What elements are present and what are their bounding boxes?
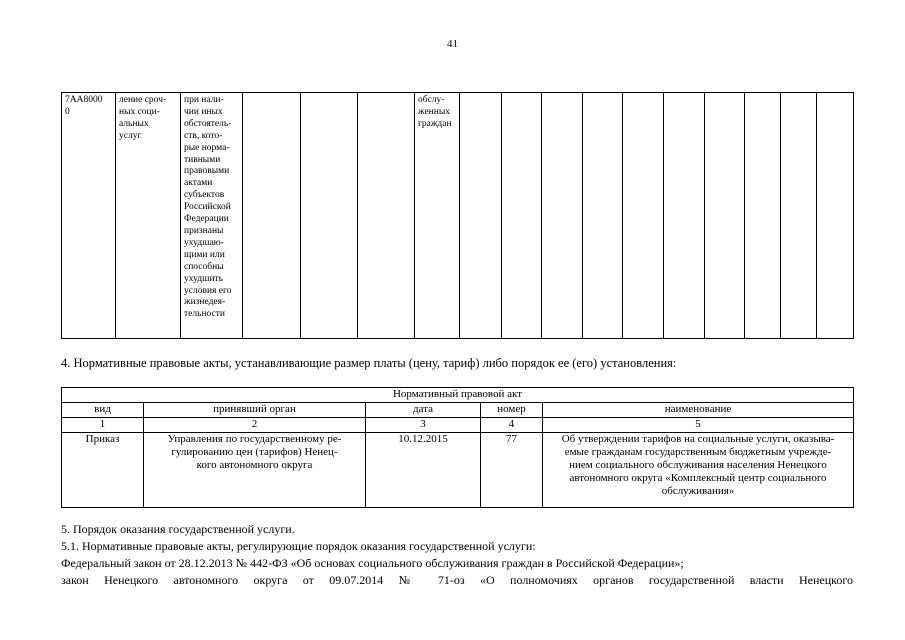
- column-number: 2: [144, 418, 366, 433]
- cell-empty: [358, 93, 415, 339]
- cell-registry-code: 7АА8000 0: [62, 93, 116, 339]
- cell-empty: [664, 93, 705, 339]
- header-number: номер: [481, 403, 543, 418]
- column-number: 4: [481, 418, 543, 433]
- cell-empty: [243, 93, 301, 339]
- cell-empty: [623, 93, 664, 339]
- normative-acts-table: [61, 387, 854, 508]
- continuation-table: [61, 92, 854, 339]
- column-number: 5: [543, 418, 854, 433]
- cell-empty: [301, 93, 358, 339]
- federal-law-line: Федеральный закон от 28.12.2013 № 442-ФЗ «Об основах социального обслуживания граждан в Российской Федерации»;: [61, 556, 684, 570]
- header-date: дата: [366, 403, 481, 418]
- cell-empty: [781, 93, 817, 339]
- cell-empty: [460, 93, 502, 339]
- column-number: 3: [366, 418, 481, 433]
- cell-empty: [817, 93, 854, 339]
- page-number: 41: [447, 38, 458, 50]
- cell-empty: [542, 93, 583, 339]
- header-name: наименование: [543, 403, 854, 418]
- regional-law-line: закон Ненецкого автономного округа от 09.07.2014 № 71-оз «О полномочиях органов государственной власти Ненецкого: [61, 573, 853, 587]
- act-date: 10.12.2015: [366, 433, 481, 508]
- cell-service-name: ление сроч- ных соци- альных услуг: [116, 93, 181, 339]
- act-number: 77: [481, 433, 543, 508]
- acts-table-title: Нормативный правовой акт: [62, 388, 854, 403]
- cell-conditions: при нали- чии иных обстоятель- ств, кото- рые норма- тивными правовыми актами субъектов Российской Федерации признаны ухудшаю- щими или способны ухудшить условия его жизнедея- тельности: [181, 93, 243, 339]
- section-5-1-heading: 5.1. Нормативные правовые акты, регулирующие порядок оказания государственной услуги:: [61, 539, 536, 553]
- cell-empty: [705, 93, 745, 339]
- cell-empty: [745, 93, 781, 339]
- cell-indicator: обслу- женных граждан: [415, 93, 460, 339]
- column-number: 1: [62, 418, 144, 433]
- cell-empty: [502, 93, 542, 339]
- header-organ: принявший орган: [144, 403, 366, 418]
- header-type: вид: [62, 403, 144, 418]
- act-name: Об утверждении тарифов на социальные услуги, оказыва- емые гражданам государственным бюджетным учрежде- нием социального обслуживания населения Ненецкого автономного округа «Комплексный центр социального обслуживания»: [543, 433, 854, 508]
- cell-empty: [583, 93, 623, 339]
- section-5-heading: 5. Порядок оказания государственной услуги.: [61, 522, 295, 536]
- act-organ: Управления по государственному ре- гулированию цен (тарифов) Ненец- кого автономного округа: [144, 433, 366, 508]
- section-4-heading: 4. Нормативные правовые акты, устанавливающие размер платы (цену, тариф) либо порядок ее (его) установления:: [61, 356, 677, 370]
- act-type: Приказ: [62, 433, 144, 508]
